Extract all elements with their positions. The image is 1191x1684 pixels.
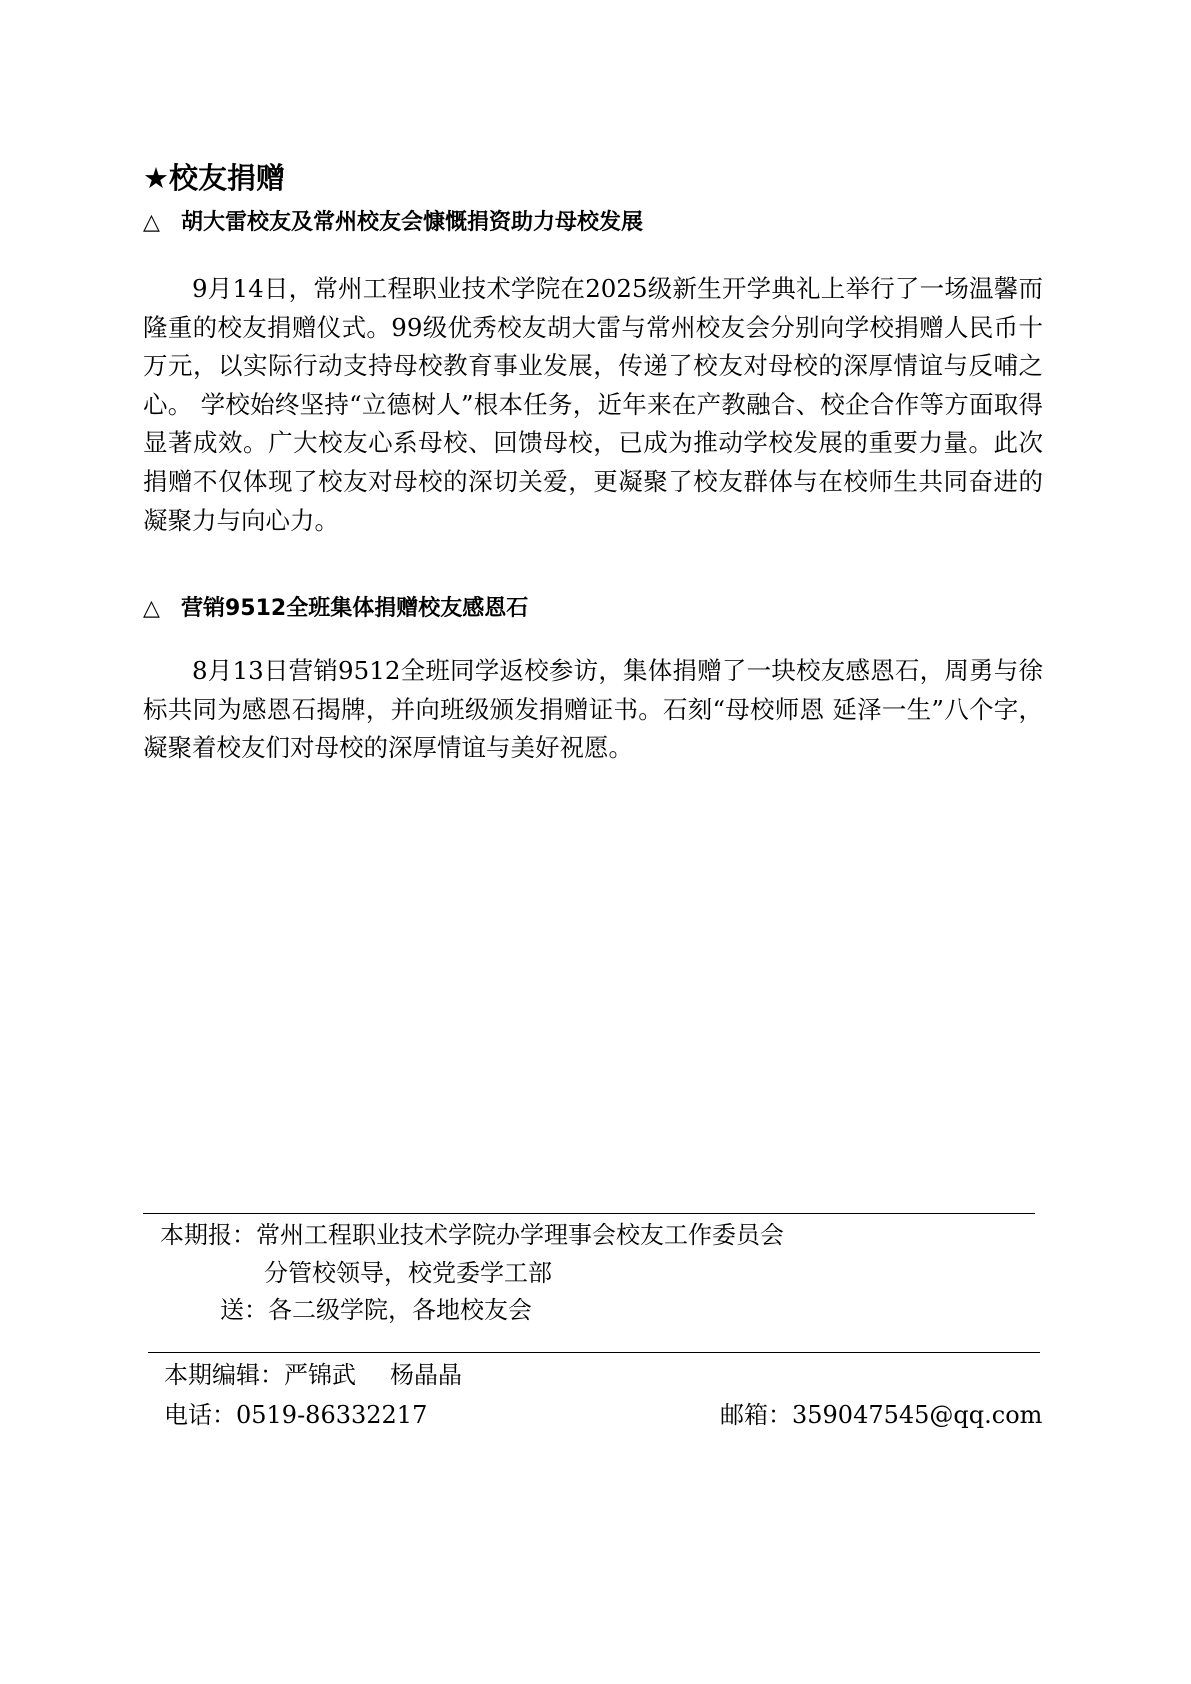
- footer-editors: [164, 1358, 462, 1392]
- footer-email: 邮箱：359047545@qq.com: [720, 1401, 1043, 1429]
- section-title: ★校友捐赠: [143, 161, 285, 195]
- footer-divider-bottom: [148, 1352, 1040, 1353]
- article-title-1-text: 胡大雷校友及常州校友会慷慨捐资助力母校发展: [181, 210, 644, 235]
- editor-name-2: 杨晶晶: [390, 1361, 462, 1389]
- article-title-2: [143, 594, 528, 624]
- article-body-2: 8月13日营销9512全班同学返校参访，集体捐赠了一块校友感恩石，周勇与徐标共同为感恩石揭牌，并向班级颁发捐赠证书。石刻“母校师恩 延泽一生”八个字，凝聚着校友们对母校的深厚情谊与美好祝愿。: [143, 656, 1043, 763]
- editors-label: 本期编辑：: [164, 1361, 284, 1389]
- footer-send-to: 送：各二级学院，各地校友会: [220, 1296, 532, 1324]
- footer-report-to-2: 分管校领导，校党委学工部: [264, 1259, 552, 1287]
- footer-phone: 电话：0519-86332217: [164, 1401, 428, 1429]
- footer-report-to: 本期报：常州工程职业技术学院办学理事会校友工作委员会: [160, 1221, 784, 1249]
- article-title-2-text: 营销9512全班集体捐赠校友感恩石: [181, 596, 529, 621]
- triangle-icon: △: [143, 596, 160, 621]
- article-title-1: [143, 208, 643, 238]
- triangle-icon: △: [143, 210, 160, 235]
- footer-divider-top: [143, 1213, 1035, 1214]
- editor-name-1: 严锦武: [284, 1361, 356, 1389]
- article-body-1: 9月14日，常州工程职业技术学院在2025级新生开学典礼上举行了一场温馨而隆重的校友捐赠仪式。99级优秀校友胡大雷与常州校友会分别向学校捐赠人民币十万元，以实际行动支持母校教育事业发展，传递了校友对母校的深厚情谊与反哺之心。 学校始终坚持“立德树人”根本任务，近年来在产教融合、校企合作等方面取得显著成效。广大校友心系母校、回馈母校，已成为推动学校发展的重要力量。此次捐赠不仅体现了校友对母校的深切关爱，更凝聚了校友群体与在校师生共同奋进的凝聚力与向心力。: [143, 274, 1043, 535]
